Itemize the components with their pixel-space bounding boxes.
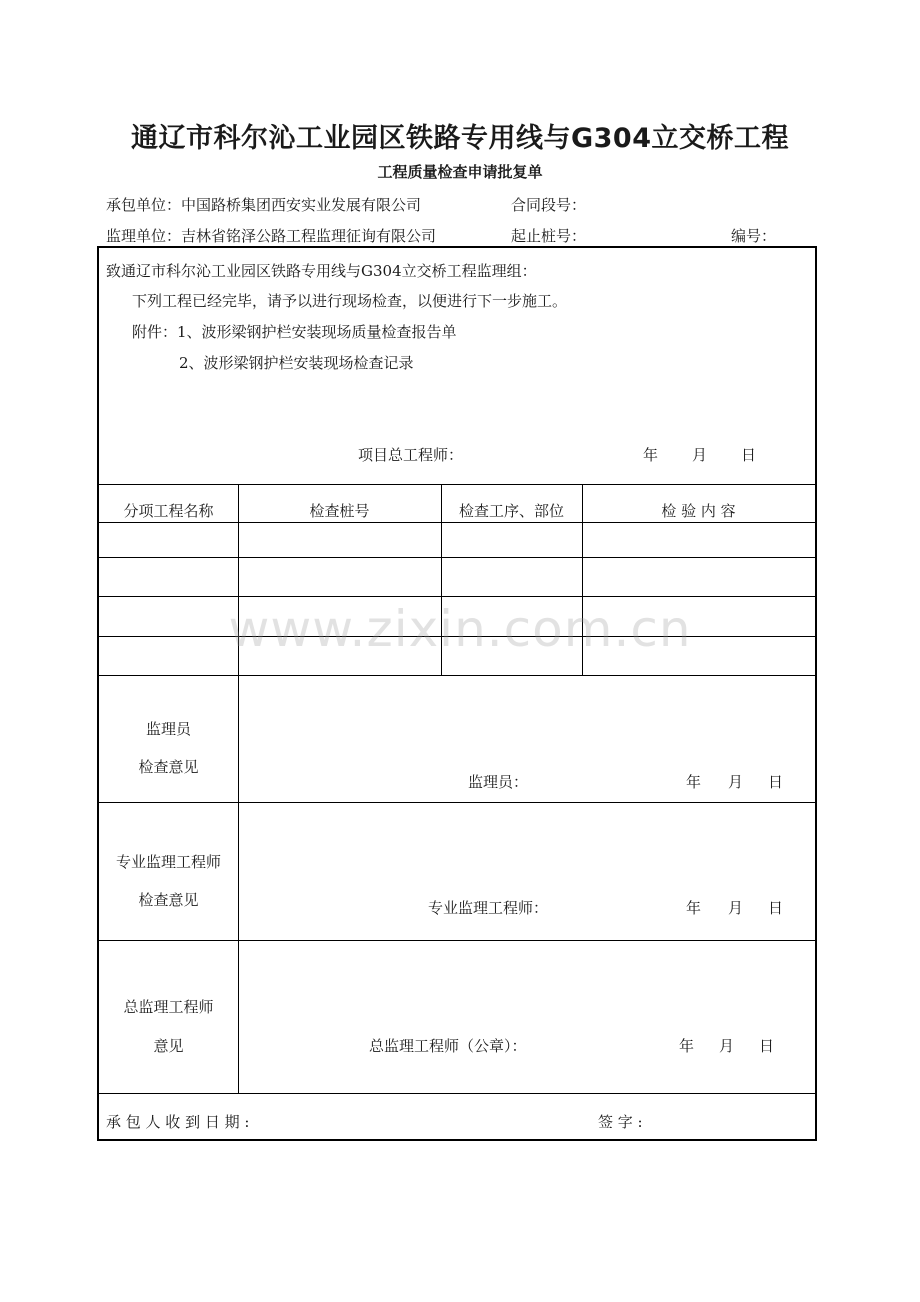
supervisor-row <box>106 225 436 246</box>
table-header-content: 检 验 内 容 <box>661 502 736 520</box>
document-title: 通辽市科尔沁工业园区铁路专用线与G304立交桥工程 <box>130 123 790 154</box>
stake-range-label: 起止桩号： <box>511 227 587 245</box>
divider-row-4 <box>99 675 815 676</box>
inspector-sign-label: 监理员： <box>468 773 529 791</box>
divider-specialist <box>99 940 815 941</box>
attachment-1: 1、波形梁钢护栏安装现场质量检查报告单 <box>177 323 457 341</box>
chief-engineer-label: 项目总工程师： <box>358 446 464 464</box>
table-cell[interactable] <box>583 523 815 557</box>
chief-month: 月 <box>719 1037 735 1055</box>
attachments-line <box>132 321 457 342</box>
specialist-title-1: 专业监理工程师 <box>115 853 221 871</box>
chief-sign-label: 总监理工程师（公章）： <box>369 1037 527 1055</box>
supervisor-label: 监理单位： <box>106 227 182 245</box>
inspection-form <box>97 246 817 1141</box>
contract-section-label: 合同段号： <box>511 196 587 214</box>
inspector-title-2: 检查意见 <box>138 758 199 776</box>
document-subtitle: 工程质量检查申请批复单 <box>377 163 543 181</box>
supervisor-value: 吉林省铭泽公路工程监理征询有限公司 <box>181 227 437 245</box>
divider-inspector <box>99 802 815 803</box>
signature-label: 签 字 : <box>598 1113 643 1131</box>
chief-year: 年 <box>679 1037 695 1055</box>
inspector-year: 年 <box>686 773 702 791</box>
chief-title-1: 总监理工程师 <box>123 998 214 1016</box>
specialist-title-2: 检查意见 <box>138 891 199 909</box>
attachment-2: 2、波形梁钢护栏安装现场检查记录 <box>179 354 414 372</box>
chief-day: 日 <box>759 1037 775 1055</box>
table-header-item-name: 分项工程名称 <box>123 502 214 520</box>
chief-title-2: 意见 <box>153 1037 184 1055</box>
divider-chief <box>99 1093 815 1094</box>
table-cell[interactable] <box>99 523 238 557</box>
table-cell[interactable] <box>239 523 441 557</box>
table-header-process: 检查工序、部位 <box>458 502 564 520</box>
received-date-label: 承 包 人 收 到 日 期 : <box>106 1113 250 1131</box>
inspector-month: 月 <box>728 773 744 791</box>
contractor-label: 承包单位： <box>106 196 182 214</box>
addressee-line: 致通辽市科尔沁工业园区铁路专用线与G304立交桥工程监理组： <box>106 262 537 280</box>
number-label: 编号： <box>731 227 777 245</box>
specialist-day: 日 <box>768 899 784 917</box>
request-body: 下列工程已经完毕，请予以进行现场检查，以便进行下一步施工。 <box>132 292 568 310</box>
attachments-label: 附件： <box>132 323 178 341</box>
column-divider-1 <box>238 484 239 1093</box>
divider-row-2 <box>99 596 815 597</box>
table-cell[interactable] <box>442 523 582 557</box>
watermark: www.zixin.com.cn <box>228 600 692 658</box>
inspector-title-1: 监理员 <box>145 720 191 738</box>
contractor-row <box>106 194 421 215</box>
divider-row-1 <box>99 557 815 558</box>
table-header-stake: 检查桩号 <box>309 502 370 520</box>
divider-row-3 <box>99 636 815 637</box>
specialist-sign-label: 专业监理工程师： <box>428 899 549 917</box>
divider-request <box>99 484 815 485</box>
contractor-value: 中国路桥集团西安实业发展有限公司 <box>181 196 422 214</box>
specialist-year: 年 <box>686 899 702 917</box>
request-month: 月 <box>692 446 708 464</box>
request-year: 年 <box>643 446 659 464</box>
specialist-month: 月 <box>728 899 744 917</box>
request-day: 日 <box>741 446 757 464</box>
inspector-day: 日 <box>768 773 784 791</box>
